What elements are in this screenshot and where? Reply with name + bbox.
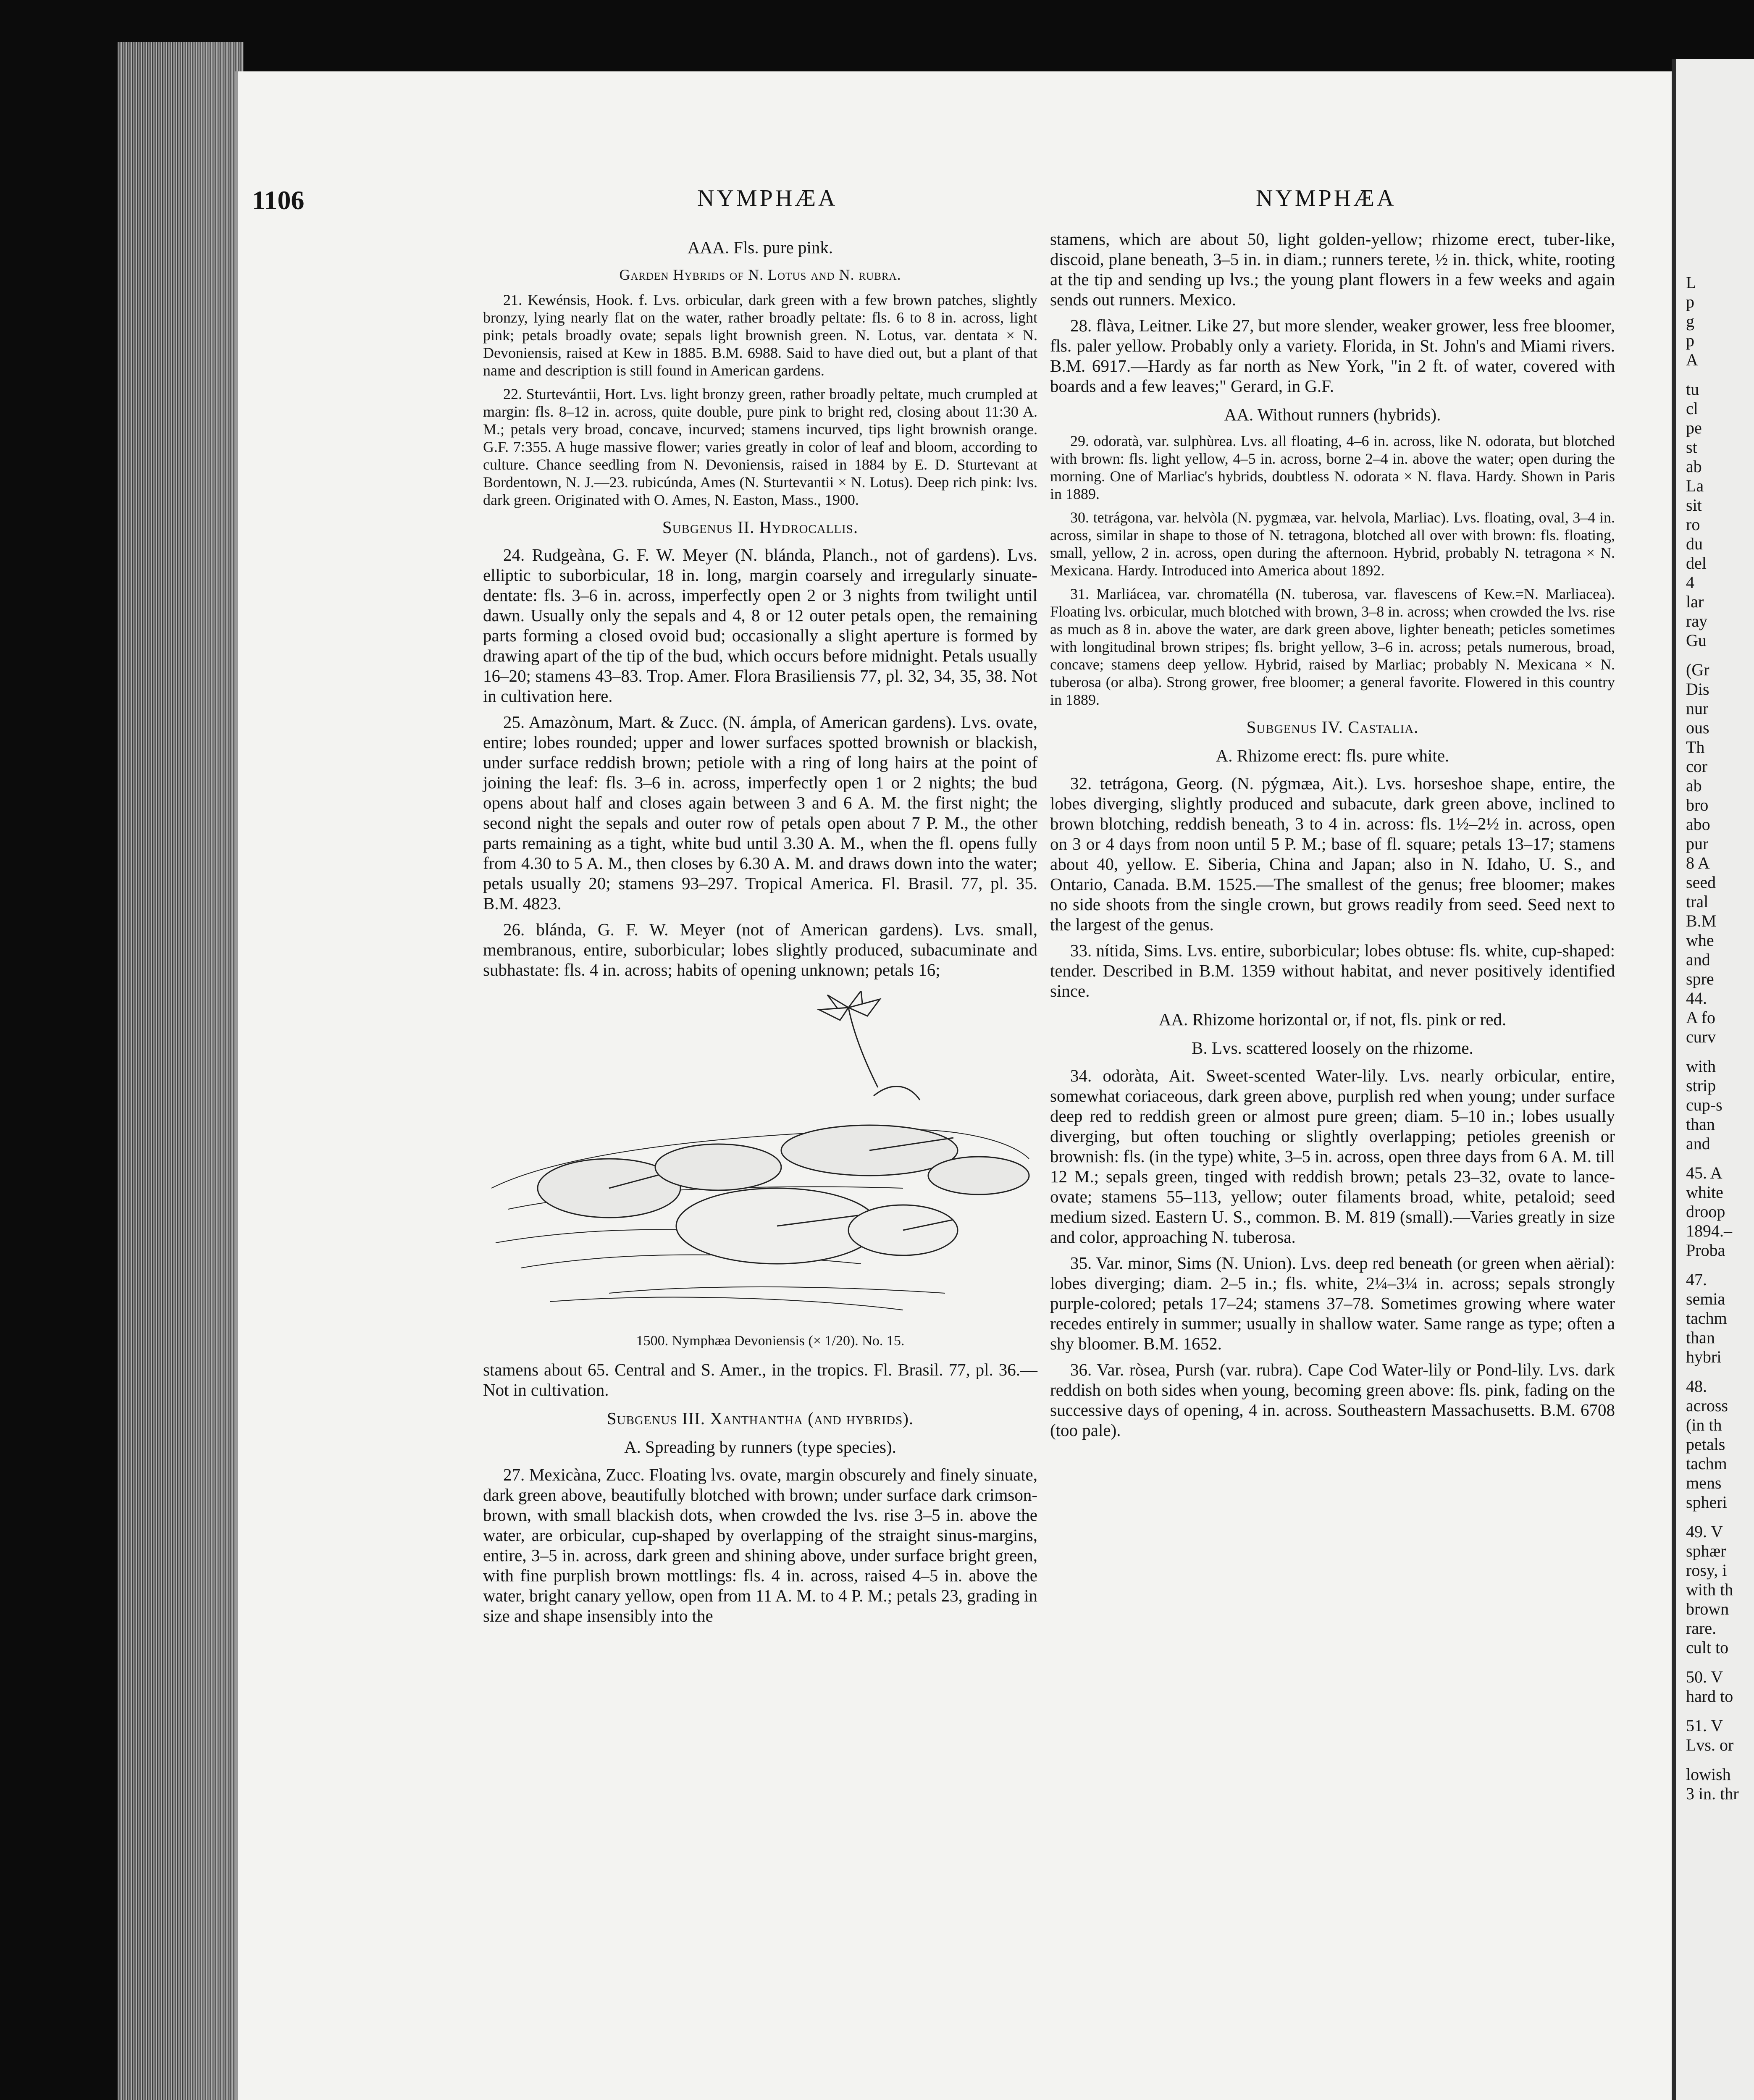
water-lily-illustration	[483, 991, 1037, 1327]
running-head-right: NYMPHÆA	[1256, 185, 1397, 211]
entry-30: 30. tetrágona, var. helvòla (N. pygmæa, var. helvola, Marliac). Lvs. floating, oval, 3–4 in. across, similar in shape to those of N. tetragona, blotched all over with brown: fls. floating, small, yellow, 2 in. across, open during the afternoon. Hybrid, probably N. tetragona × N. Mexicana. Hardy. Introduced into America about 1892.	[1050, 509, 1615, 579]
adjacent-page-text-fragment: ray	[1686, 612, 1708, 630]
adjacent-page-text-fragment: p	[1686, 331, 1694, 350]
adjacent-page-text-fragment: Th	[1686, 738, 1705, 756]
adjacent-page-text-fragment: ous	[1686, 718, 1709, 737]
adjacent-page-text-fragment: with th	[1686, 1580, 1733, 1599]
adjacent-page-text-fragment: ab	[1686, 776, 1702, 795]
adjacent-page-text-fragment: Proba	[1686, 1241, 1725, 1260]
adjacent-page-fragment	[1672, 59, 1754, 2100]
adjacent-page-text-fragment: tachm	[1686, 1454, 1727, 1473]
adjacent-page-text-fragment: 45. A	[1686, 1163, 1722, 1182]
adjacent-page-text-fragment: du	[1686, 534, 1703, 553]
adjacent-page-text-fragment: abo	[1686, 815, 1710, 834]
entry-22: 22. Sturtevántii, Hort. Lvs. light bronzy green, rather broadly peltate, much crumpled at margin: fls. 8–12 in. across, quite double, pure pink to bright red, closing about 11:30 A. M.; petals very broad, concave, incurved; stamens incurved, tips light brownish orange. G.F. 7:355. A huge massive flower; varies greatly in color of leaf and bloom, according to culture. Chance seedling from N. Devoniensis, raised in 1884 by E. D. Sturtevant at Bordentown, N. J.—23. rubicúnda, Ames (N. Sturtevantii × N. Lotus). Deep rich pink: lvs. dark green. Originated with O. Ames, N. Easton, Mass., 1900.	[483, 386, 1037, 508]
adjacent-page-text-fragment: tral	[1686, 892, 1709, 911]
right-column	[1050, 229, 1615, 1446]
entry-24: 24. Rudgeàna, G. F. W. Meyer (N. blánda, Planch., not of gardens). Lvs. elliptic to suborbicular, 18 in. long, margin coarsely and irregularly sinuate-dentate: fls. 3–6 in. across, imperfectly open 2 or 3 nights from twilight until dawn. Usually only the sepals and 4, 8 or 12 outer petals open, the remaining parts forming a closed ovoid bud; occasionally a slight aperture is formed by drawing apart of the tip of the bud, which occurs before midnight. Petals usually 16–20; stamens 43–83. Trop. Amer. Flora Brasiliensis 77, pl. 32, 34, 35, 38. Not in cultivation here.	[483, 545, 1037, 706]
adjacent-page-text-fragment: curv	[1686, 1027, 1716, 1046]
entry-36: 36. Var. ròsea, Pursh (var. rubra). Cape Cod Water-lily or Pond-lily. Lvs. dark reddish on both sides when young, becoming green above: fls. pink, fading on the successive days of opening, 4 in. across. Southeastern Massachusetts. B.M. 6708 (too pale).	[1050, 1360, 1615, 1440]
page-number: 1106	[252, 185, 305, 215]
adjacent-page-text-fragment: g	[1686, 312, 1694, 331]
entry-25: 25. Amazònum, Mart. & Zucc. (N. ámpla, of American gardens). Lvs. ovate, entire; lobes rounded; upper and lower surfaces spotted brownish or blackish, under surface reddish brown; petiole with a ring of long hairs at the point of joining the leaf: fls. 3–6 in. across, imperfectly open 1 or 2 nights; the bud opens about half and closes again between 3 and 6 A. M. the first night; the second night the sepals and outer row of petals open about 7 P. M., the other parts remaining as a tight, white bud until 3.30 A. M., when the fl. opens fully from 4.30 to 5 A. M., then closes by 6.30 A. M. and draws down into the water; petals usually 20; stamens 93–297. Tropical America. Fl. Brasil. 77, pl. 35. B.M. 4823.	[483, 712, 1037, 913]
adjacent-page-text-fragment: droop	[1686, 1202, 1725, 1221]
adjacent-page-text-fragment: ro	[1686, 515, 1700, 534]
adjacent-page-text-fragment: spheri	[1686, 1493, 1727, 1512]
adjacent-page-text-fragment: hybri	[1686, 1347, 1722, 1366]
adjacent-page-text-fragment: than	[1686, 1328, 1715, 1347]
heading-aaa: AAA. Fls. pure pink.	[687, 238, 833, 257]
adjacent-page-text-fragment: lar	[1686, 592, 1704, 611]
adjacent-page-text-fragment: A fo	[1686, 1008, 1715, 1027]
adjacent-page-text-fragment: del	[1686, 554, 1707, 572]
adjacent-page-text-fragment: cor	[1686, 757, 1708, 776]
adjacent-page-text-fragment: than	[1686, 1115, 1715, 1134]
adjacent-page-text-fragment: sit	[1686, 496, 1702, 514]
adjacent-page-text-fragment: 4	[1686, 573, 1694, 592]
adjacent-page-text-fragment: semia	[1686, 1289, 1725, 1308]
entry-21: 21. Kewénsis, Hook. f. Lvs. orbicular, dark green with a few brown patches, slightly bronzy, lying nearly flat on the water, rather broadly peltate: fls. 6 to 8 in. across, light pink; petals broadly ovate; sepals light brownish green. N. Lotus, var. dentata × N. Devoniensis, raised at Kew in 1885. B.M. 6988. Said to have died out, but a plant of that name and description is still found in American gardens.	[483, 291, 1037, 379]
adjacent-page-text-fragment: Lvs. or	[1686, 1735, 1734, 1754]
left-column	[483, 229, 1037, 1632]
entry-35: 35. Var. minor, Sims (N. Union). Lvs. deep red beneath (or green when aërial): lobes diverging; diam. 2–5 in.; fls. white, 2¼–3¼ in. across; sepals strongly purple-colored; petals 17–24; stamens 37–78. Sometimes growing where water recedes entirely in summer; usually in shallow water. Same range as type; often a shy bloomer. B.M. 1652.	[1050, 1253, 1615, 1353]
entry-34: 34. odoràta, Ait. Sweet-scented Water-lily. Lvs. nearly orbicular, entire, somewhat coriaceous, dark green above, purplish red when young; under surface deep red to reddish green or almost pure green; diam. 5–10 in.; lobes usually diverging, but often touching or slightly overlapping; petioles greenish or brownish: fls. (in the type) white, 3–5 in. across, open three days from 6 A. M. till 12 M.; sepals green, tinged with reddish brown; petals 23–32, ovate to lance-ovate; stamens 55–113, yellow; outer filaments broad, white, petaloid; seed medium sized. Eastern U. S., common. B. M. 819 (small).—Varies greatly in size and color, approaching N. tuberosa.	[1050, 1066, 1615, 1247]
adjacent-page-text-fragment: 47.	[1686, 1270, 1707, 1289]
adjacent-page-text-fragment: lowish	[1686, 1765, 1731, 1784]
adjacent-page-text-fragment: hard to	[1686, 1687, 1733, 1706]
adjacent-page-text-fragment: strip	[1686, 1076, 1716, 1095]
entry-28: 28. flàva, Leitner. Like 27, but more slender, weaker grower, less free bloomer, fls. paler yellow. Probably only a variety. Florida, in St. John's and Miami rivers. B.M. 6917.—Hardy as far north as New York, "in 2 ft. of water, covered with boards and a few leaves;" Gerard, in G.F.	[1050, 316, 1615, 396]
adjacent-page-text-fragment: brown	[1686, 1599, 1729, 1618]
adjacent-page-text-fragment: cl	[1686, 399, 1698, 418]
adjacent-page-text-fragment: ab	[1686, 457, 1702, 476]
adjacent-page-text-fragment: p	[1686, 292, 1694, 311]
adjacent-page-text-fragment: mens	[1686, 1473, 1722, 1492]
adjacent-page-text-fragment: 3 in. thr	[1686, 1784, 1739, 1803]
adjacent-page-text-fragment: A	[1686, 350, 1698, 369]
figure-caption: 1500. Nymphæa Devoniensis (× 1/20). No. 15.	[636, 1333, 905, 1349]
entry-26: 26. blánda, G. F. W. Meyer (not of American gardens). Lvs. small, membranous, entire, suborbicular; lobes slightly produced, subacuminate and subhastate: fls. 4 in. across; habits of opening unknown; petals 16;	[483, 920, 1037, 979]
subheading-garden-hybrids: Garden Hybrids of N. Lotus and N. rubra.	[619, 266, 901, 283]
adjacent-page-text-fragment: B.M	[1686, 911, 1717, 930]
adjacent-page-text-fragment: pe	[1686, 418, 1702, 437]
adjacent-page-text-fragment: sphær	[1686, 1541, 1726, 1560]
adjacent-page-text-fragment: across	[1686, 1396, 1728, 1415]
adjacent-page-text-fragment: cup-s	[1686, 1095, 1722, 1114]
adjacent-page-text-fragment: with	[1686, 1057, 1716, 1076]
subgenus-2-heading: Subgenus II. Hydrocallis.	[662, 517, 859, 537]
adjacent-page-text-fragment: Gu	[1686, 631, 1707, 650]
adjacent-page-text-fragment: cult to	[1686, 1638, 1729, 1657]
adjacent-page-text-fragment: Dis	[1686, 680, 1709, 698]
entry-32: 32. tetrágona, Georg. (N. pýgmæa, Ait.). Lvs. horseshoe shape, entire, the lobes diverging, slightly produced and subacute, dark green above, inclined to brown blotching, reddish beneath, 3 to 4 in. across: fls. 1½–2½ in. across, open on 3 or 4 days from noon until 5 P. M.; base of fl. square; petals 13–17; stamens about 40, yellow. E. Siberia, China and Japan; also in N. Idaho, U. S., and Ontario, Canada. B.M. 1525.—The smallest of the genus; free bloomer; makes no side shoots from the single crown, but grows readily from seed. Seed next to the largest of the genus.	[1050, 774, 1615, 934]
heading-a-runners: A. Spreading by runners (type species).	[624, 1437, 896, 1457]
adjacent-page-text-fragment: petals	[1686, 1435, 1725, 1454]
adjacent-page-text-fragment: whe	[1686, 931, 1714, 950]
entry-27: 27. Mexicàna, Zucc. Floating lvs. ovate, margin obscurely and finely sinuate, dark green above, beautifully blotched with brown; under surface dark crimson-brown, with small blackish dots, when crowded the lvs. rise 3–5 in. above the water, are orbicular, cup-shaped by overlapping of the straight sinus-margins, entire, 3–5 in. across, dark green and shining above, under surface bright green, with fine purplish brown mottlings: fls. 4 in. across, raised 4–5 in. above the water, bright canary yellow, open from 11 A. M. to 4 P. M.; petals 23, grading in size and shape insensibly into the	[483, 1465, 1037, 1625]
entry-27-continued: stamens, which are about 50, light golden-yellow; rhizome erect, tuber-like, discoid, plane beneath, 3–5 in. in diam.; runners terete, ½ in. thick, white, rooting at the tip and sending up lvs.; the young plant flowers in a few weeks and again sends out runners. Mexico.	[1050, 229, 1615, 309]
adjacent-page-text-fragment: tu	[1686, 380, 1699, 399]
adjacent-page-text-fragment: tachm	[1686, 1309, 1727, 1328]
adjacent-page-text-fragment: 8 A	[1686, 853, 1710, 872]
entry-31: 31. Marliácea, var. chromatélla (N. tuberosa, var. flavescens of Kew.=N. Marliacea). Floating lvs. orbicular, much blotched with brown, 3–8 in. across; when crowded the lvs. rise as much as 8 in. above the water, are dark green above, lighter beneath; peticles sometimes with longitudinal brown stripes; fls. bright yellow, 3–6 in. across; petals numerous, broad, concave; stamens deep yellow. Hybrid, raised by Marliac; probably N. Mexicana × N. tuberosa (or alba). Strong grower, free bloomer; a general favorite. Flowered in this country in 1889.	[1050, 585, 1615, 708]
entry-33: 33. nítida, Sims. Lvs. entire, suborbicular; lobes obtuse: fls. white, cup-shaped: tender. Described in B.M. 1359 without habitat, and never positively identified since.	[1050, 941, 1615, 1000]
adjacent-page-text-fragment: 50. V	[1686, 1667, 1723, 1686]
adjacent-page-text-fragment: pur	[1686, 834, 1709, 853]
subgenus-3-heading: Subgenus III. Xanthantha (and hybrids).	[607, 1409, 914, 1428]
adjacent-page-text-fragment: L	[1686, 273, 1696, 292]
adjacent-page-text-fragment: (in th	[1686, 1415, 1722, 1434]
adjacent-page-text-fragment: rare.	[1686, 1619, 1717, 1638]
heading-aa-rhizome-horizontal: AA. Rhizome horizontal or, if not, fls. pink or red.	[1158, 1010, 1507, 1029]
heading-aa-without-runners: AA. Without runners (hybrids).	[1224, 405, 1441, 424]
adjacent-page-text-fragment: 48.	[1686, 1377, 1707, 1396]
adjacent-page-text-fragment: 1894.–	[1686, 1221, 1732, 1240]
adjacent-page-text-fragment: 51. V	[1686, 1716, 1723, 1735]
adjacent-page-text-fragment: bro	[1686, 795, 1709, 814]
adjacent-page-text-fragment: st	[1686, 438, 1697, 457]
entry-26-continued: stamens about 65. Central and S. Amer., in the tropics. Fl. Brasil. 77, pl. 36.—Not in cultivation.	[483, 1360, 1037, 1399]
book-page-edges	[118, 42, 244, 2100]
running-head-left: NYMPHÆA	[697, 185, 838, 211]
adjacent-page-text-fragment: rosy, i	[1686, 1561, 1727, 1580]
adjacent-page-text-fragment: spre	[1686, 969, 1714, 988]
adjacent-page-text-fragment: seed	[1686, 873, 1716, 892]
entry-29: 29. odoratà, var. sulphùrea. Lvs. all floating, 4–6 in. across, like N. odorata, but blotched with brown: fls. light yellow, 4–5 in. across, borne 2–4 in. above the water; open during the morning. One of Marliac's hybrids, doubtless N. odorata × N. flava. Hardy. Shown in Paris in 1889.	[1050, 433, 1615, 502]
adjacent-page-text-fragment: and	[1686, 950, 1710, 969]
adjacent-page-text-fragment: and	[1686, 1134, 1710, 1153]
adjacent-page-text-fragment: white	[1686, 1183, 1723, 1202]
adjacent-page-text-fragment: La	[1686, 476, 1704, 495]
subgenus-4-heading: Subgenus IV. Castalia.	[1246, 717, 1419, 737]
adjacent-page-text-fragment: 44.	[1686, 989, 1707, 1008]
heading-a-rhizome-erect: A. Rhizome erect: fls. pure white.	[1216, 746, 1449, 765]
adjacent-page-text-fragment: (Gr	[1686, 660, 1709, 679]
heading-b-scattered: B. Lvs. scattered loosely on the rhizome.	[1192, 1038, 1473, 1058]
adjacent-page-text-fragment: nur	[1686, 699, 1709, 718]
adjacent-page-text-fragment: 49. V	[1686, 1522, 1723, 1541]
